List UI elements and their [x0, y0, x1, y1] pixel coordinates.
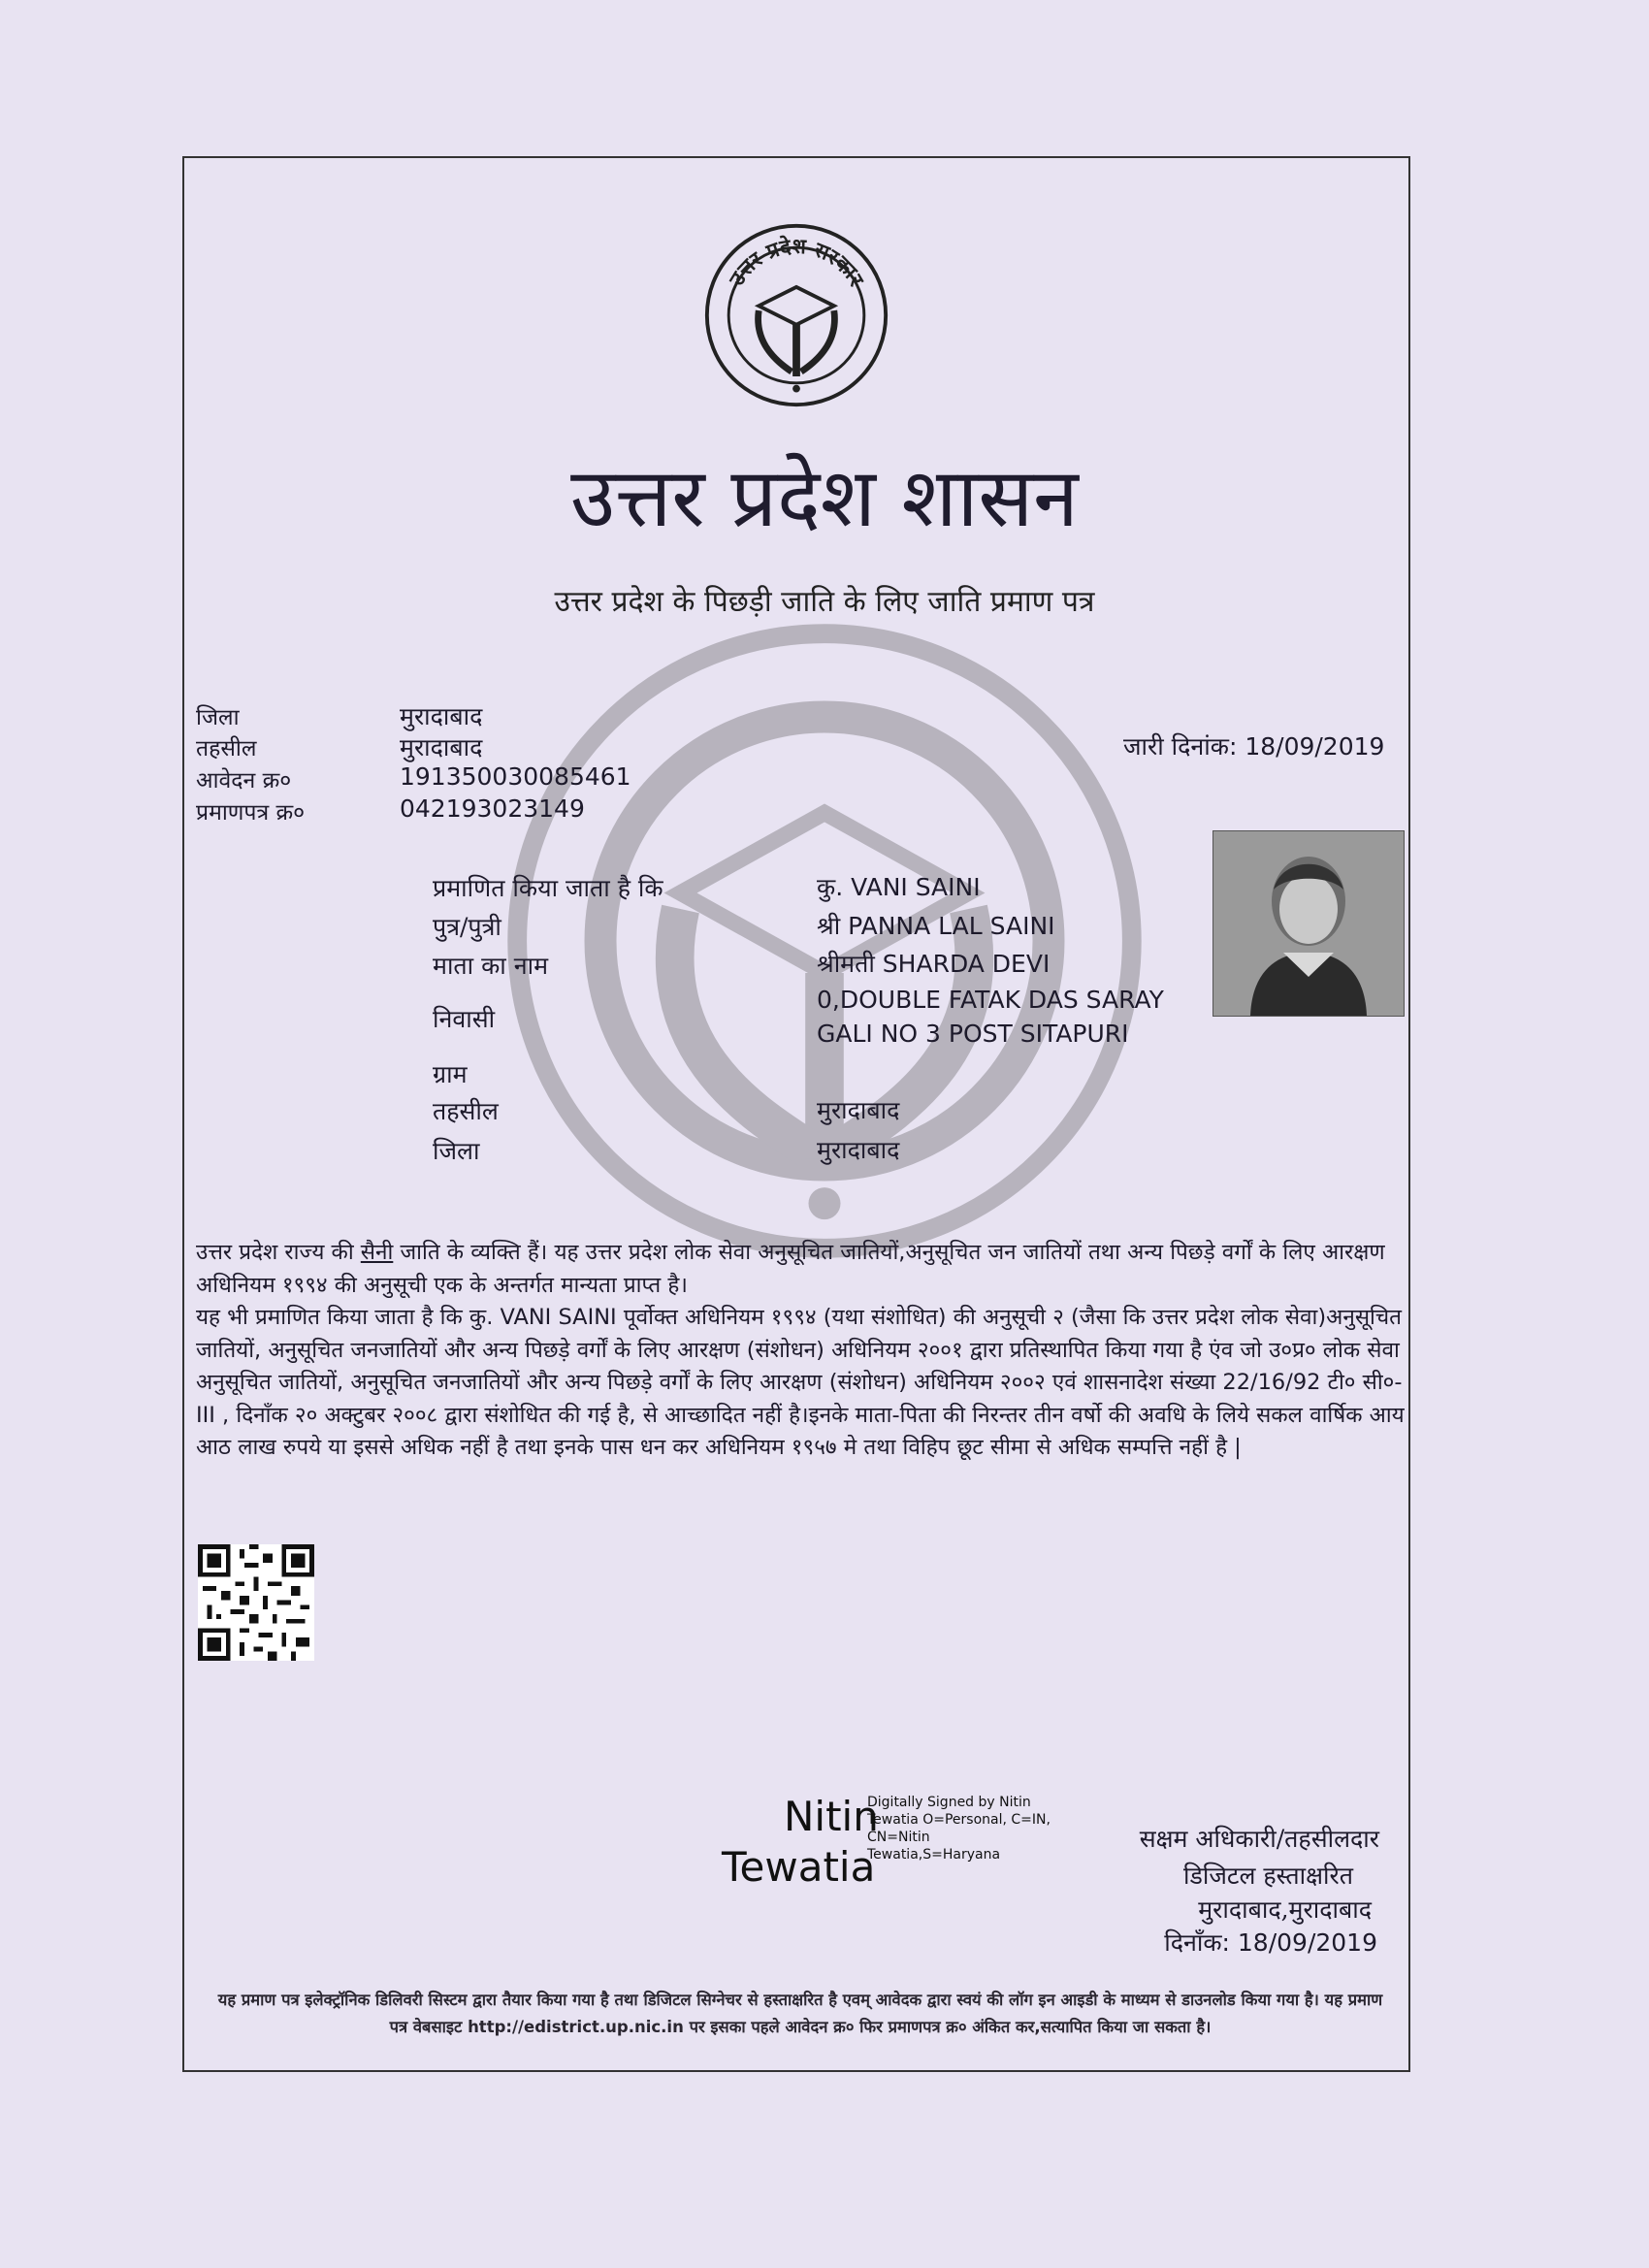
footer-note: यह प्रमाण पत्र इलेक्ट्रॉनिक डिलिवरी सिस्टम द्वारा तैयार किया गया है तथा डिजिटल सिग्नेचर से हस्ताक्षरित है एवम् आवेदक द्वारा स्वयं की लॉग इन आइडी के माध्यम से डाउनलोड किया गया है। यह प्रमाण पत्र वेबसाइट http://edistrict.up.nic.in पर इसका पहले आवेदन क्र० फिर प्रमाणपत्र क्र० अंकित कर,सत्यापित किया जा सकता है। — [217, 1991, 1383, 2036]
father-name: श्री PANNA LAL SAINI — [817, 912, 1055, 940]
issue-date: जारी दिनांक: 18/09/2019 — [1123, 732, 1385, 761]
district-label: जिला — [196, 705, 240, 730]
certificate-subtitle: उत्तर प्रदेश के पिछड़ी जाति के लिए जाति प्रमाण पत्र — [554, 585, 1095, 619]
applicant-name: कु. VANI SAINI — [817, 873, 981, 901]
certificate-label: प्रमाणपत्र क्र० — [196, 800, 306, 826]
applicant-photo — [1212, 830, 1405, 1017]
signing-place: मुरादाबाद,मुरादाबाद — [1198, 1895, 1372, 1924]
certificate-number: 042193023149 — [400, 794, 585, 823]
tehsil-label: तहसील — [196, 736, 257, 761]
certificate-body — [196, 1237, 1406, 1465]
page-title: उत्तर प्रदेश शासन — [570, 450, 1079, 545]
paragraph-text: उत्तर प्रदेश राज्य की — [196, 1240, 361, 1265]
child-of-label: पुत्र/पुत्री — [433, 913, 501, 941]
paragraph-text: जाति के व्यक्ति हैं। यह उत्तर प्रदेश लोक सेवा अनुसूचित जातियों,अनुसूचित जन जातियों तथा अन्य पिछड़े वर्गों के लिए आरक्षण अधिनियम १९९४ की अनुसूची एक के अन्तर्गत मान्यता प्राप्त है। — [196, 1240, 1385, 1298]
signer-first-name: Nitin — [784, 1793, 879, 1840]
tehsil-field-label: तहसील — [433, 1097, 499, 1125]
caste-name: सैनी — [360, 1240, 394, 1265]
district-value: मुरादाबाद — [400, 702, 483, 730]
svg-text:उत्तर प्रदेश सरकार: उत्तर प्रदेश सरकार — [725, 234, 868, 291]
resident-label: निवासी — [433, 1005, 496, 1033]
qr-code-icon — [198, 1544, 314, 1661]
mother-name: श्रीमती SHARDA DEVI — [817, 950, 1051, 978]
paragraph-caste — [196, 1237, 1406, 1302]
signing-date: दिनाँक: 18/09/2019 — [1164, 1928, 1377, 1957]
district-field-label: जिला — [433, 1137, 480, 1165]
address-line-2: GALI NO 3 POST SITAPURI — [817, 1020, 1129, 1048]
authority-title: सक्षम अधिकारी/तहसीलदार — [1139, 1825, 1379, 1853]
mother-label: माता का नाम — [433, 952, 549, 980]
up-emblem-icon — [702, 221, 890, 409]
tehsil-field-value: मुरादाबाद — [817, 1096, 900, 1124]
application-label: आवेदन क्र० — [196, 768, 292, 794]
tehsil-value: मुरादाबाद — [400, 733, 483, 761]
address-line-1: 0,DOUBLE FATAK DAS SARAY — [817, 986, 1164, 1014]
certify-label: प्रमाणित किया जाता है कि — [433, 874, 663, 902]
village-label: ग्राम — [433, 1060, 468, 1088]
signer-last-name: Tewatia — [722, 1843, 876, 1891]
paragraph-income: यह भी प्रमाणित किया जाता है कि कु. VANI SAINI पूर्वोक्त अधिनियम १९९४ (यथा संशोधित) की अनुसूची २ (जैसा कि उत्तर प्रदेश लोक सेवा)अनुसूचित जातियों, अनुसूचित जनजातियों और अन्य पिछड़े वर्गों के लिए आरक्षण (संशोधन) अधिनियम २००१ द्वारा प्रतिस्थापित किया गया है एंव जो उ०प्र० लोक सेवा अनुसूचित जातियों, अनुसूचित जनजातियों और अन्य पिछड़े वर्गों के लिए आरक्षण (संशोधन) अधिनियम २००२ एवं शासनादेश संख्या 22/16/92 टी० सी०-III , दिनाँक २० अक्टुबर २००८ द्वारा संशोधित की गई है, से आच्छादित नहीं है।इनके माता-पिता की निरन्तर तीन वर्षो की अवधि के लिये सकल वार्षिक आय आठ लाख रुपये या इससे अधिक नहीं है तथा इनके पास धन कर अधिनियम १९५७ मे तथा विहिप छूट सीमा से अधिक सम्पत्ति नहीं है | — [196, 1305, 1405, 1460]
district-field-value: मुरादाबाद — [817, 1136, 900, 1164]
application-number: 191350030085461 — [400, 762, 631, 791]
person-photo-icon — [1213, 831, 1404, 1016]
digital-signature-note: Digitally Signed by Nitin Tewatia O=Personal, C=IN, CN=Nitin Tewatia,S=Haryana — [867, 1795, 1051, 1863]
digital-sign-label: डिजिटल हस्ताक्षरित — [1183, 1862, 1353, 1890]
